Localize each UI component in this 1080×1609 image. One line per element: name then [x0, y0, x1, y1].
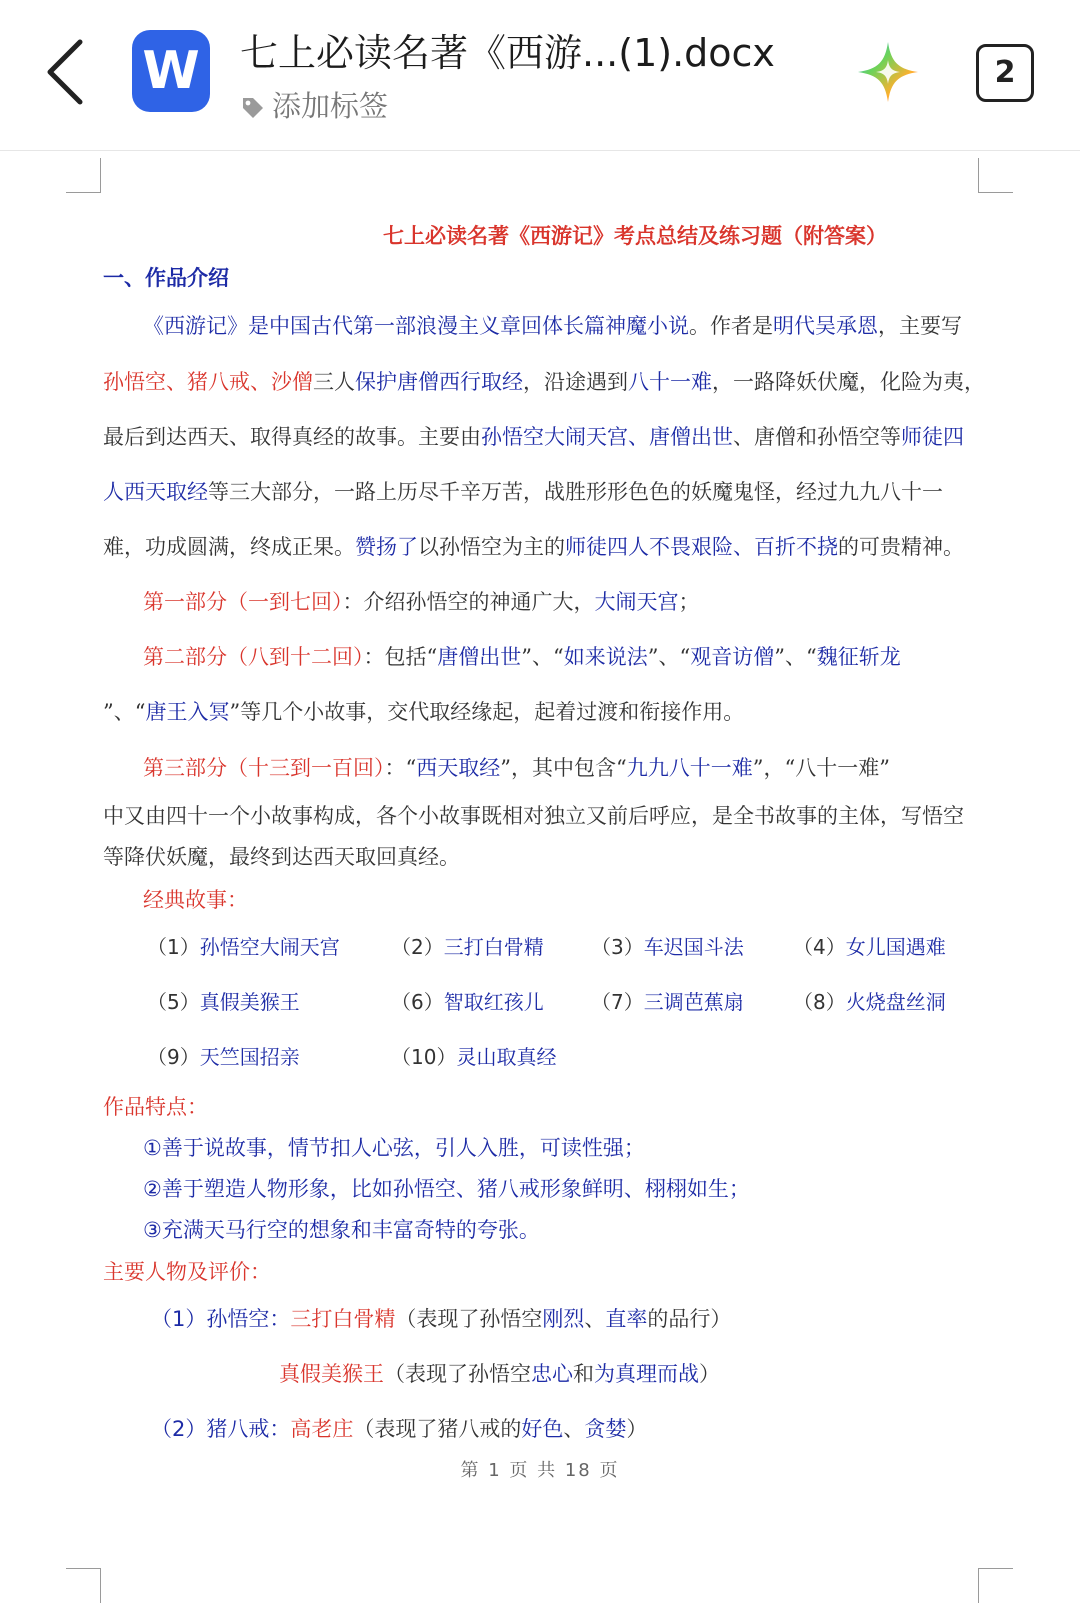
- file-title: 七上必读名著《西游...(1).docx: [240, 31, 775, 75]
- document-title: 七上必读名著《西游记》考点总结及练习题（附答案）: [383, 224, 887, 248]
- tab-count-button[interactable]: 2: [976, 44, 1034, 102]
- story-item: （6）智取红孩儿: [391, 990, 544, 1014]
- story-item: （3）车迟国斗法: [591, 935, 744, 959]
- intro-line-2: 孙悟空、猪八戒、沙僧三人保护唐僧西行取经，沿途遇到八十一难，一路降妖伏魔，化险为夷，: [103, 370, 985, 394]
- features-heading: 作品特点：: [103, 1095, 208, 1119]
- part-three-line-cont: 中又由四十一个小故事构成，各个小故事既相对独立又前后呼应，是全书故事的主体，写悟空: [103, 804, 964, 828]
- intro-line-1: 《西游记》是中国古代第一部浪漫主义章回体长篇神魔小说。作者是明代吴承恩，主要写: [143, 314, 962, 338]
- classic-stories-heading: 经典故事：: [143, 888, 248, 912]
- character-entry-wukong-2: 真假美猴王（表现了孙悟空忠心和为真理而战）: [279, 1362, 720, 1386]
- part-three-line-end: 等降伏妖魔，最终到达西天取回真经。: [103, 845, 460, 869]
- part-two-line-cont: ”、“唐王入冥”等几个小故事，交代取经缘起，起着过渡和衔接作用。: [103, 700, 745, 724]
- part-one-line: 第一部分（一到七回）：介绍孙悟空的神通广大，大闹天宫；: [143, 590, 700, 614]
- feature-item: ③充满天马行空的想象和丰富奇特的夸张。: [143, 1218, 540, 1242]
- story-item: （10）灵山取真经: [391, 1045, 557, 1069]
- page-corner-mark: [978, 1568, 1013, 1603]
- add-tag-label: 添加标签: [272, 89, 389, 123]
- part-three-line: 第三部分（十三到一百回）：“西天取经”，其中包含“九九八十一难”，“八十一难”: [143, 756, 890, 780]
- characters-heading: 主要人物及评价：: [103, 1260, 271, 1284]
- feature-item: ①善于说故事，情节扣人心弦，引人入胜，可读性强；: [143, 1136, 645, 1160]
- intro-line-4: 人西天取经等三大部分，一路上历尽千辛万苦，战胜形形色色的妖魔鬼怪，经过九九八十一: [103, 480, 943, 504]
- story-item: （4）女儿国遇难: [793, 935, 946, 959]
- top-bar: [0, 0, 1080, 151]
- part-two-line: 第二部分（八到十二回）：包括“唐僧出世”、“如来说法”、“观音访僧”、“魏征斩龙: [143, 645, 901, 669]
- page-corner-mark: [66, 158, 101, 193]
- character-entry-bajie: （2）猪八戒：高老庄（表现了猪八戒的好色、贪婪）: [151, 1417, 648, 1441]
- story-item: （7）三调芭蕉扇: [591, 990, 744, 1014]
- tag-icon: [240, 95, 266, 121]
- story-item: （1）孙悟空大闹天宫: [147, 935, 340, 959]
- ai-sparkle-icon[interactable]: [856, 40, 920, 104]
- page-corner-mark: [66, 1568, 101, 1603]
- section-heading-intro: 一、作品介绍: [103, 266, 229, 290]
- word-doc-icon: W: [132, 30, 210, 112]
- character-entry-wukong: （1）孙悟空：三打白骨精（表现了孙悟空刚烈、直率的品行）: [151, 1307, 732, 1331]
- story-item: （2）三打白骨精: [391, 935, 544, 959]
- back-arrow-icon[interactable]: [40, 36, 100, 108]
- intro-line-5: 难，功成圆满，终成正果。赞扬了以孙悟空为主的师徒四人不畏艰险、百折不挠的可贵精神。: [103, 535, 964, 559]
- add-tag-button[interactable]: [240, 84, 388, 125]
- feature-item: ②善于塑造人物形象，比如孙悟空、猪八戒形象鲜明、栩栩如生；: [143, 1177, 750, 1201]
- story-item: （8）火烧盘丝洞: [793, 990, 946, 1014]
- intro-line-3: 最后到达西天、取得真经的故事。主要由孙悟空大闹天宫、唐僧出世、唐僧和孙悟空等师徒四: [103, 425, 964, 449]
- page-number-footer: 第 1 页 共 18 页: [460, 1460, 620, 1481]
- story-item: （9）天竺国招亲: [147, 1045, 300, 1069]
- page-corner-mark: [978, 158, 1013, 193]
- story-item: （5）真假美猴王: [147, 990, 300, 1014]
